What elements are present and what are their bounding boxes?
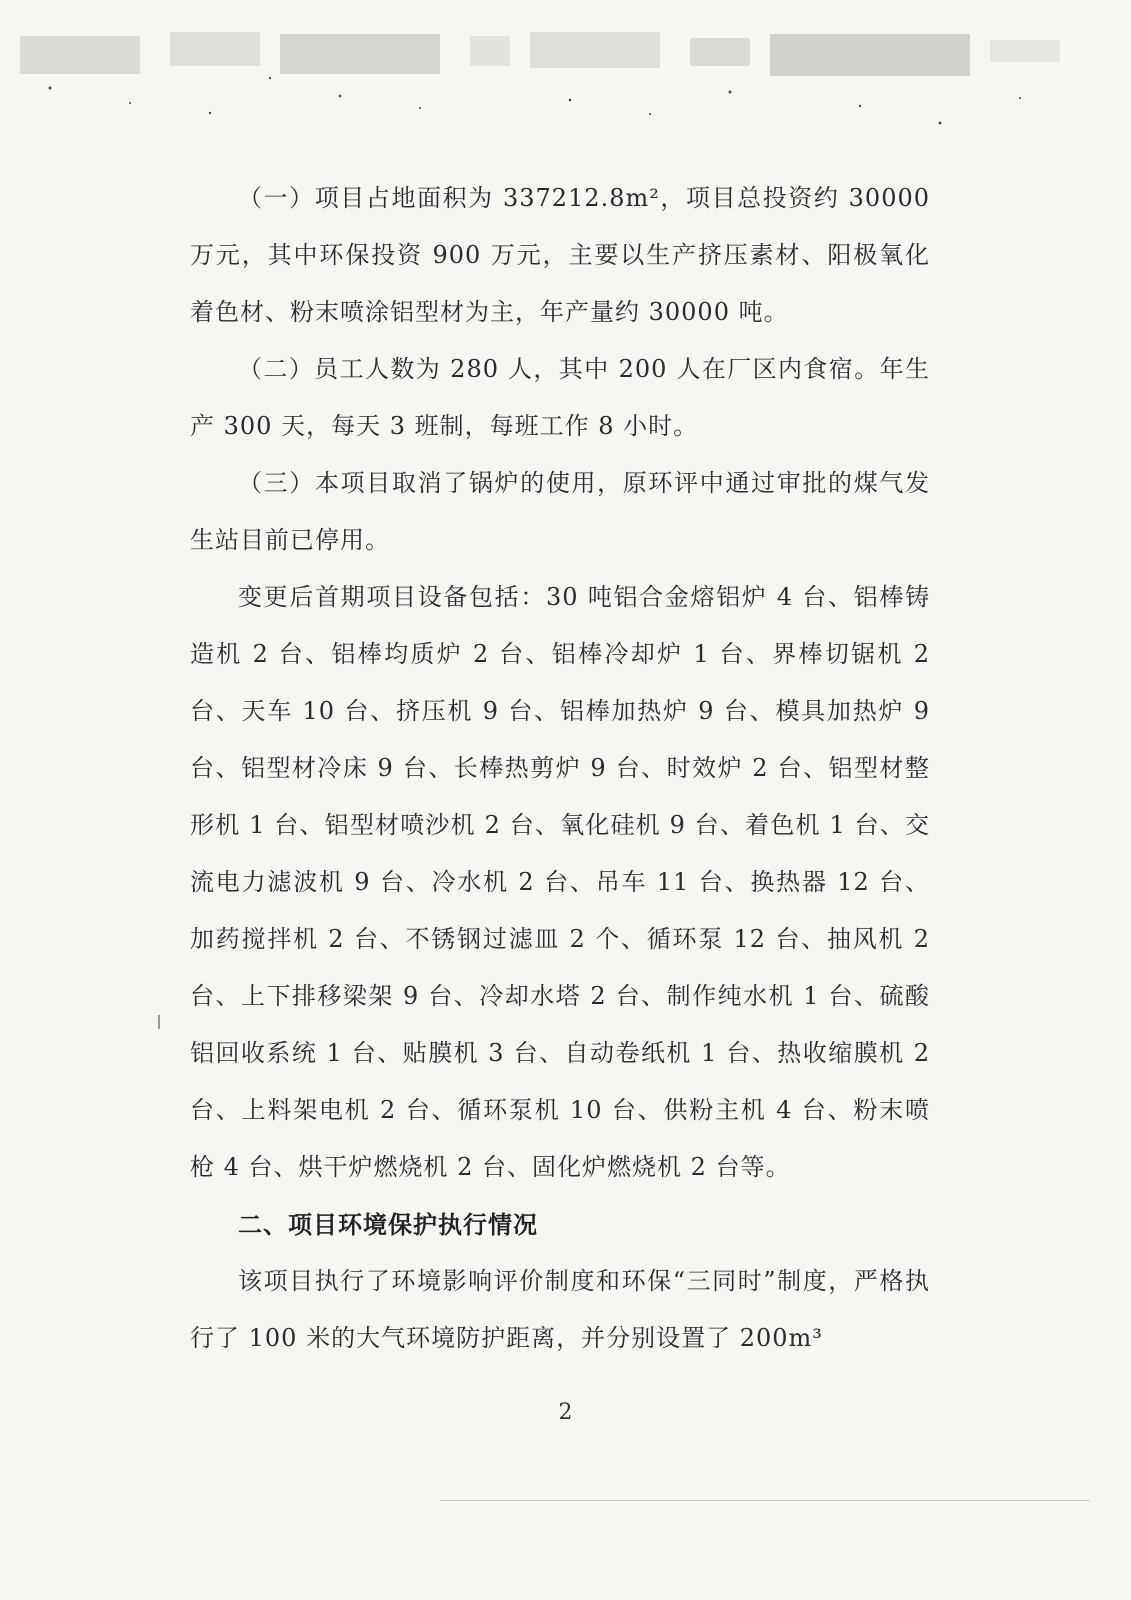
- document-body: [190, 170, 930, 1367]
- paragraph-equipment-list: 变更后首期项目设备包括：30 吨铝合金熔铝炉 4 台、铝棒铸造机 2 台、铝棒均质炉 2 台、铝棒冷却炉 1 台、界棒切锯机 2 台、天车 10 台、挤压机 9 台、铝棒加热炉 9 台、模具加热炉 9 台、铝型材冷床 9 台、长棒热剪炉 9 台、时效炉 2 台、铝型材整形机 1 台、铝型材喷沙机 2 台、氧化硅机 9 台、着色机 1 台、交流电力滤波机 9 台、冷水机 2 台、吊车 11 台、换热器 12 台、加药搅拌机 2 台、不锈钢过滤皿 2 个、循环泵 12 台、抽风机 2 台、上下排移梁架 9 台、冷却水塔 2 台、制作纯水机 1 台、硫酸铝回收系统 1 台、贴膜机 3 台、自动卷纸机 1 台、热收缩膜机 2 台、上料架电机 2 台、循环泵机 10 台、供粉主机 4 台、粉末喷枪 4 台、烘干炉燃烧机 2 台、固化炉燃烧机 2 台等。: [190, 583, 930, 1181]
- paragraph-land-investment: （一）项目占地面积为 337212.8m²，项目总投资约 30000 万元，其中环保投资 900 万元，主要以生产挤压素材、阳极氧化着色材、粉末喷涂铝型材为主，年产量约 30000 吨。: [190, 184, 930, 326]
- scan-noise-strip: [10, 18, 1100, 128]
- paragraph-environmental-execution: 该项目执行了环境影响评价制度和环保“三同时”制度，严格执行了 100 米的大气环境防护距离，并分别设置了 200m³: [190, 1267, 930, 1352]
- scan-bottom-line: [440, 1500, 1090, 1501]
- page-number: 2: [558, 1400, 573, 1425]
- section-heading: 二、项目环境保护执行情况: [238, 1210, 538, 1239]
- scan-edge-mark: [158, 1015, 160, 1029]
- paragraph-boiler: （三）本项目取消了锅炉的使用，原环评中通过审批的煤气发生站目前已停用。: [190, 469, 930, 554]
- paragraph-staff: （二）员工人数为 280 人，其中 200 人在厂区内食宿。年生产 300 天，每天 3 班制，每班工作 8 小时。: [190, 355, 930, 440]
